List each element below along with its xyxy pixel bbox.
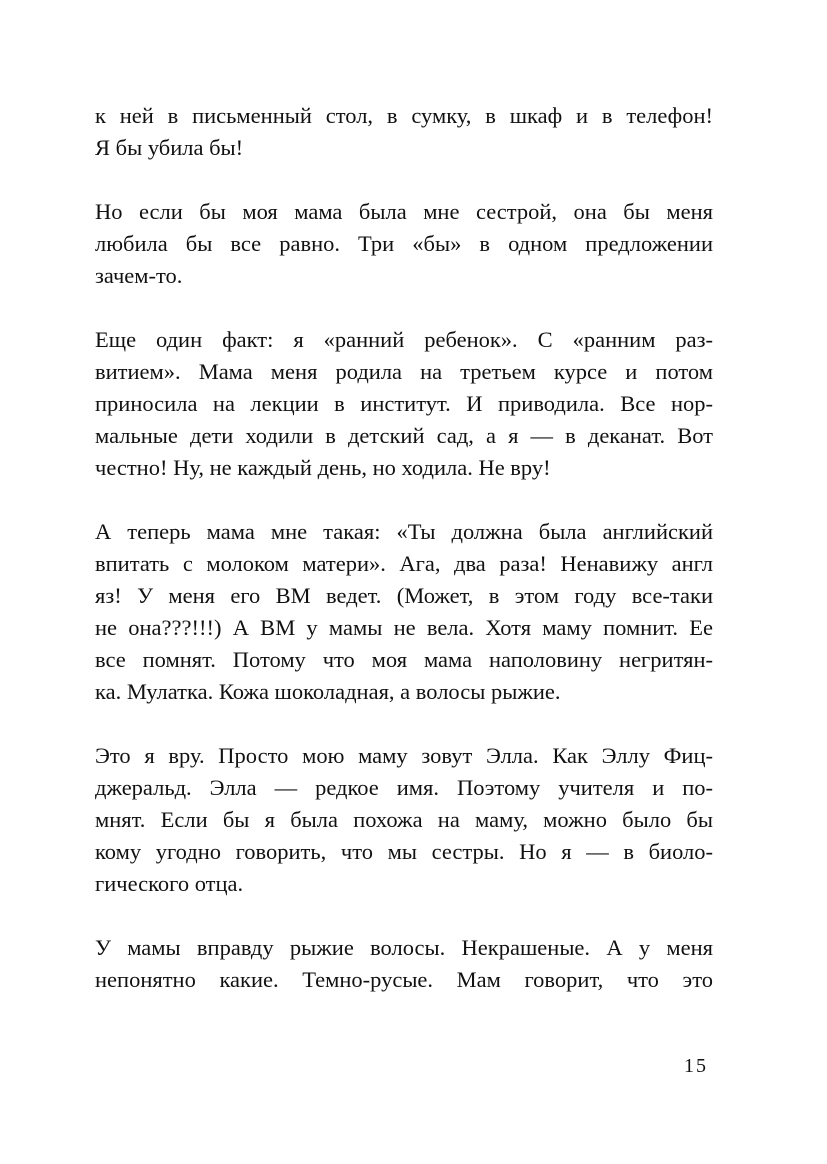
text-line: Это я вру. Просто мою маму зовут Элла. Как Эллу Фиц-	[95, 743, 713, 768]
text-line: гического отца.	[95, 871, 244, 896]
paragraph	[95, 324, 713, 484]
text-line: мнят. Если бы я была похожа на маму, можно было бы	[95, 807, 713, 832]
text-line: витием». Мама меня родила на третьем курсе и потом	[95, 359, 713, 384]
text-line: все помнят. Потому что моя мама наполовину негритян-	[95, 647, 713, 672]
text-line: У мамы вправду рыжие волосы. Некрашеные. А у меня	[95, 935, 713, 960]
paragraph	[95, 196, 713, 292]
text-line: к ней в письменный стол, в сумку, в шкаф и в телефон!	[95, 103, 713, 128]
text-line: непонятно какие. Темно-русые. Мам говорит, что это	[95, 967, 713, 992]
paragraph	[95, 516, 713, 708]
page-number: 15	[684, 1055, 708, 1077]
text-line: честно! Ну, не каждый день, но ходила. Не вру!	[95, 455, 551, 480]
text-line: не она???!!!) А ВМ у мамы не вела. Хотя маму помнит. Ее	[95, 615, 713, 640]
paragraph	[95, 932, 713, 996]
text-line: А теперь мама мне такая: «Ты должна была английский	[95, 519, 713, 544]
text-line: кому угодно говорить, что мы сестры. Но я — в биоло-	[95, 839, 713, 864]
text-line: зачем-то.	[95, 263, 183, 288]
paragraph	[95, 740, 713, 900]
body-text	[95, 100, 713, 1028]
paragraph	[95, 100, 713, 164]
text-line: любила бы все равно. Три «бы» в одном предложении	[95, 231, 713, 256]
text-line: Еще один факт: я «ранний ребенок». С «ранним раз-	[95, 327, 713, 352]
text-line: джеральд. Элла — редкое имя. Поэтому учителя и по-	[95, 775, 713, 800]
text-line: мальные дети ходили в детский сад, а я — в деканат. Вот	[95, 423, 713, 448]
text-line: впитать с молоком матери». Ага, два раза! Ненавижу англ	[95, 551, 713, 576]
text-line: ка. Мулатка. Кожа шоколадная, а волосы рыжие.	[95, 679, 561, 704]
text-line: приносила на лекции в институт. И приводила. Все нор-	[95, 391, 713, 416]
text-line: Но если бы моя мама была мне сестрой, она бы меня	[95, 199, 713, 224]
text-line: Я бы убила бы!	[95, 135, 244, 160]
text-line: яз! У меня его ВМ ведет. (Может, в этом году все-таки	[95, 583, 713, 608]
